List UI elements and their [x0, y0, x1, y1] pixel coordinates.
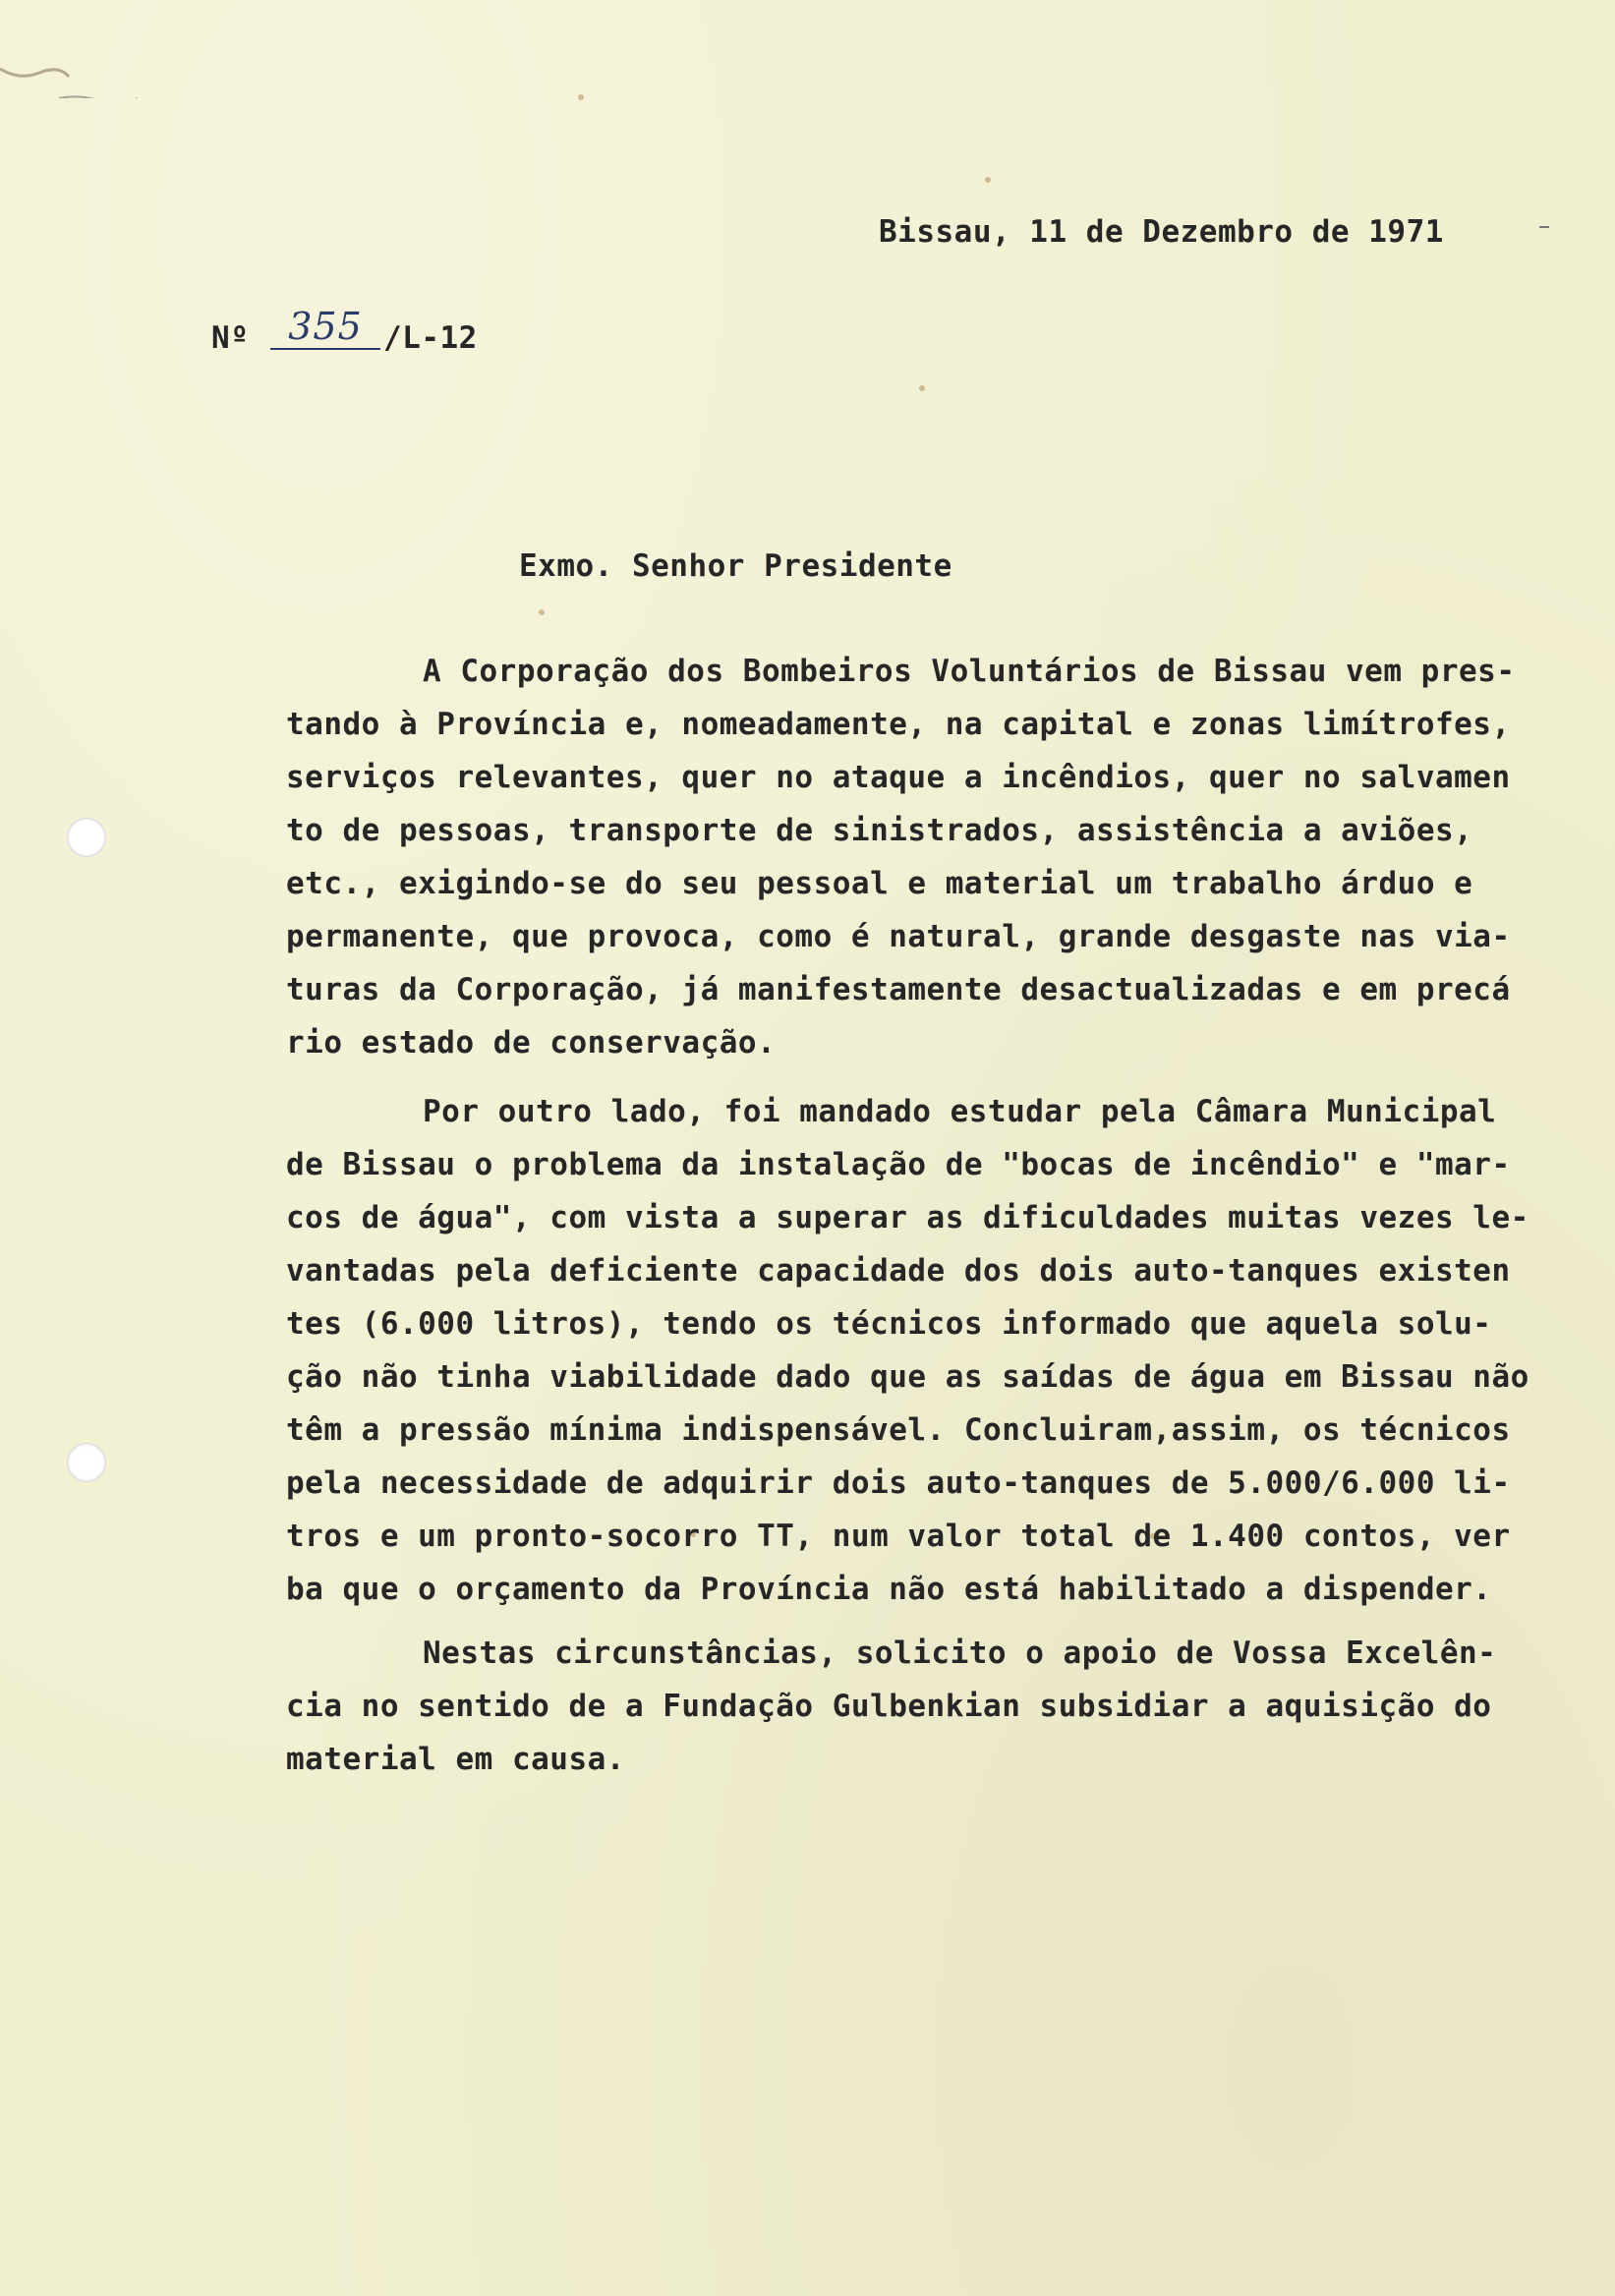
corner-stain-mark	[0, 59, 147, 98]
paragraph-line: material em causa.	[286, 1742, 625, 1777]
reference-suffix: /L-12	[383, 320, 478, 356]
paragraph-line: turas da Corporação, já manifestamente desactualizadas e em precá	[286, 972, 1511, 1007]
paragraph-line: serviços relevantes, quer no ataque a incêndios, quer no salvamen	[286, 760, 1511, 795]
paragraph-line: ba que o orçamento da Província não está habilitado a dispender.	[286, 1572, 1492, 1607]
paragraph-line: pela necessidade de adquirir dois auto-tanques de 5.000/6.000 li-	[286, 1465, 1511, 1501]
paragraph-line: etc., exigindo-se do seu pessoal e material um trabalho árduo e	[286, 866, 1473, 901]
paragraph-line: vantadas pela deficiente capacidade dos dois auto-tanques existen	[286, 1253, 1511, 1289]
paragraph-line: permanente, que provoca, como é natural, grande desgaste nas via-	[286, 919, 1511, 954]
paragraph-line: to de pessoas, transporte de sinistrados, assistência a aviões,	[286, 813, 1473, 848]
place-date: Bissau, 11 de Dezembro de 1971	[879, 214, 1444, 250]
paragraph-line: A Corporação dos Bombeiros Voluntários de Bissau vem pres-	[423, 654, 1516, 689]
reference-prefix: Nº	[211, 320, 250, 356]
paragraph-line: Nestas circunstâncias, solicito o apoio de Vossa Excelên-	[423, 1636, 1497, 1671]
reference-number-handwritten: 355	[270, 305, 380, 350]
paper-fleck	[578, 94, 584, 100]
punch-hole	[67, 1443, 106, 1482]
margin-dash	[1539, 226, 1549, 228]
paragraph-line: cos de água", com vista a superar as dificuldades muitas vezes le-	[286, 1200, 1529, 1235]
paragraph-line: tros e um pronto-socorro TT, num valor total de 1.400 contos, ver	[286, 1519, 1511, 1554]
paragraph-line: rio estado de conservação.	[286, 1025, 777, 1061]
salutation: Exmo. Senhor Presidente	[519, 548, 952, 584]
paragraph-line: Por outro lado, foi mandado estudar pela Câmara Municipal	[423, 1094, 1497, 1129]
paragraph-line: têm a pressão mínima indispensável. Concluiram,assim, os técnicos	[286, 1412, 1511, 1448]
paragraph-line: tando à Província e, nomeadamente, na capital e zonas limítrofes,	[286, 707, 1511, 742]
punch-hole	[67, 818, 106, 857]
paper-fleck	[919, 385, 925, 391]
paper-fleck	[539, 609, 545, 615]
paragraph-line: cia no sentido de a Fundação Gulbenkian subsidiar a aquisição do	[286, 1689, 1492, 1724]
paper-fleck	[985, 177, 991, 183]
paragraph-line: de Bissau o problema da instalação de "bocas de incêndio" e "mar-	[286, 1147, 1511, 1182]
paragraph-line: ção não tinha viabilidade dado que as saídas de água em Bissau não	[286, 1359, 1529, 1395]
paragraph-line: tes (6.000 litros), tendo os técnicos informado que aquela solu-	[286, 1306, 1492, 1342]
